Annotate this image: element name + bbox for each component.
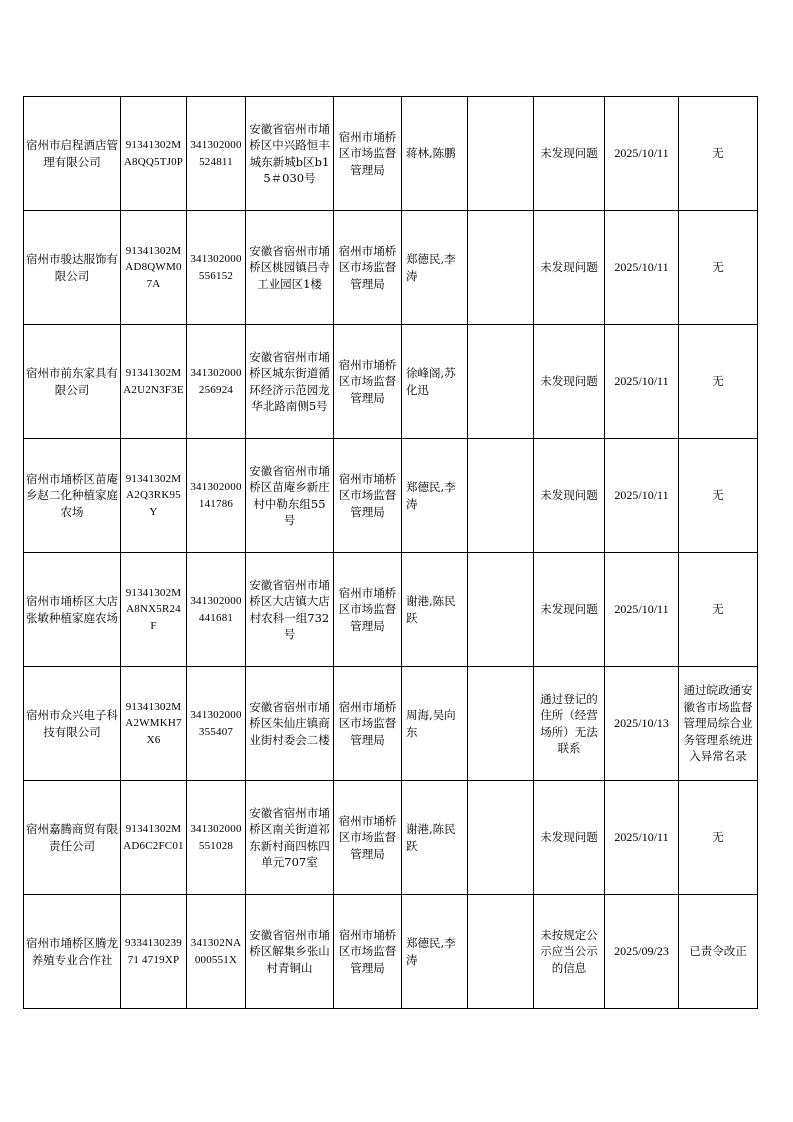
table-row — [24, 553, 758, 667]
date-cell: 2025/09/23 — [605, 895, 679, 1009]
inspection-results-table — [23, 96, 758, 1009]
address-cell: 安徽省宿州市埇桥区桃园镇吕寺工业园区1楼 — [246, 211, 334, 325]
table-row — [24, 439, 758, 553]
result-cell: 未发现问题 — [534, 97, 605, 211]
agency-cell: 宿州市埇桥区市场监督管理局 — [334, 97, 402, 211]
blank-cell — [468, 211, 534, 325]
blank-cell — [468, 895, 534, 1009]
table-row — [24, 97, 758, 211]
company-name-cell: 宿州市骏达服饰有限公司 — [24, 211, 121, 325]
result-cell: 通过登记的住所（经营场所）无法联系 — [534, 667, 605, 781]
result-cell: 未发现问题 — [534, 325, 605, 439]
table-row — [24, 211, 758, 325]
date-cell: 2025/10/13 — [605, 667, 679, 781]
blank-cell — [468, 781, 534, 895]
handling-cell: 已责令改正 — [679, 895, 758, 1009]
date-cell: 2025/10/11 — [605, 781, 679, 895]
handling-cell: 无 — [679, 211, 758, 325]
registration-number-cell: 341302000355407 — [187, 667, 246, 781]
inspectors-cell: 谢港,陈民跃 — [402, 553, 468, 667]
company-name-cell: 宿州市启程酒店管理有限公司 — [24, 97, 121, 211]
registration-number-cell: 341302000256924 — [187, 325, 246, 439]
registration-number-cell: 341302000524811 — [187, 97, 246, 211]
inspectors-cell: 郑德民,李涛 — [402, 211, 468, 325]
handling-cell: 无 — [679, 325, 758, 439]
company-name-cell: 宿州市埇桥区苗庵乡赵二化种植家庭农场 — [24, 439, 121, 553]
table-row — [24, 895, 758, 1009]
credit-code-cell: 933413023971 4719XP — [121, 895, 187, 1009]
company-name-cell: 宿州市前东家具有限公司 — [24, 325, 121, 439]
inspectors-cell: 周海,吴向东 — [402, 667, 468, 781]
credit-code-cell: 91341302MA8QQ5TJ0P — [121, 97, 187, 211]
blank-cell — [468, 97, 534, 211]
blank-cell — [468, 439, 534, 553]
table-row — [24, 667, 758, 781]
table-row — [24, 325, 758, 439]
address-cell: 安徽省宿州市埇桥区南关街道祁东新村商四栋四单元707室 — [246, 781, 334, 895]
blank-cell — [468, 667, 534, 781]
result-cell: 未发现问题 — [534, 211, 605, 325]
blank-cell — [468, 325, 534, 439]
inspectors-cell: 郑德民,李涛 — [402, 439, 468, 553]
inspectors-cell: 徐峰阁,苏化迅 — [402, 325, 468, 439]
handling-cell: 无 — [679, 553, 758, 667]
result-cell: 未发现问题 — [534, 781, 605, 895]
table-row — [24, 781, 758, 895]
credit-code-cell: 91341302MA2U2N3F3E — [121, 325, 187, 439]
date-cell: 2025/10/11 — [605, 97, 679, 211]
agency-cell: 宿州市埇桥区市场监督管理局 — [334, 439, 402, 553]
address-cell: 安徽省宿州市埇桥区大店镇大店村农科一组732号 — [246, 553, 334, 667]
registration-number-cell: 341302000141786 — [187, 439, 246, 553]
registration-number-cell: 341302000551028 — [187, 781, 246, 895]
credit-code-cell: 91341302MA2WMKH7X6 — [121, 667, 187, 781]
handling-cell: 无 — [679, 439, 758, 553]
inspectors-cell: 谢港,陈民跃 — [402, 781, 468, 895]
date-cell: 2025/10/11 — [605, 553, 679, 667]
agency-cell: 宿州市埇桥区市场监督管理局 — [334, 211, 402, 325]
company-name-cell: 宿州市埇桥区腾龙养殖专业合作社 — [24, 895, 121, 1009]
agency-cell: 宿州市埇桥区市场监督管理局 — [334, 553, 402, 667]
result-cell: 未发现问题 — [534, 439, 605, 553]
company-name-cell: 宿州市众兴电子科技有限公司 — [24, 667, 121, 781]
registration-number-cell: 341302NA000551X — [187, 895, 246, 1009]
agency-cell: 宿州市埇桥区市场监督管理局 — [334, 667, 402, 781]
handling-cell: 无 — [679, 781, 758, 895]
inspectors-cell: 蒋林,陈鹏 — [402, 97, 468, 211]
result-cell: 未按规定公示应当公示的信息 — [534, 895, 605, 1009]
address-cell: 安徽省宿州市埇桥区城东街道循环经济示范园龙华北路南侧5号 — [246, 325, 334, 439]
result-cell: 未发现问题 — [534, 553, 605, 667]
credit-code-cell: 91341302MAD8QWM07A — [121, 211, 187, 325]
registration-number-cell: 341302000441681 — [187, 553, 246, 667]
inspectors-cell: 郑德民,李涛 — [402, 895, 468, 1009]
handling-cell: 通过皖政通安徽省市场监督管理局综合业务管理系统进入异常名录 — [679, 667, 758, 781]
credit-code-cell: 91341302MA8NX5R24F — [121, 553, 187, 667]
address-cell: 安徽省宿州市埇桥区朱仙庄镇商业街村委会二楼 — [246, 667, 334, 781]
company-name-cell: 宿州嘉腾商贸有限责任公司 — [24, 781, 121, 895]
agency-cell: 宿州市埇桥区市场监督管理局 — [334, 781, 402, 895]
agency-cell: 宿州市埇桥区市场监督管理局 — [334, 895, 402, 1009]
credit-code-cell: 91341302MA2Q3RK95Y — [121, 439, 187, 553]
company-name-cell: 宿州市埇桥区大店张敏种植家庭农场 — [24, 553, 121, 667]
credit-code-cell: 91341302MAD6C2FC01 — [121, 781, 187, 895]
date-cell: 2025/10/11 — [605, 439, 679, 553]
address-cell: 安徽省宿州市埇桥区中兴路恒丰城东新城b区b15＃030号 — [246, 97, 334, 211]
date-cell: 2025/10/11 — [605, 211, 679, 325]
blank-cell — [468, 553, 534, 667]
date-cell: 2025/10/11 — [605, 325, 679, 439]
handling-cell: 无 — [679, 97, 758, 211]
address-cell: 安徽省宿州市埇桥区解集乡张山村青铜山 — [246, 895, 334, 1009]
agency-cell: 宿州市埇桥区市场监督管理局 — [334, 325, 402, 439]
address-cell: 安徽省宿州市埇桥区苗庵乡新庄村中勒东组55号 — [246, 439, 334, 553]
registration-number-cell: 341302000556152 — [187, 211, 246, 325]
